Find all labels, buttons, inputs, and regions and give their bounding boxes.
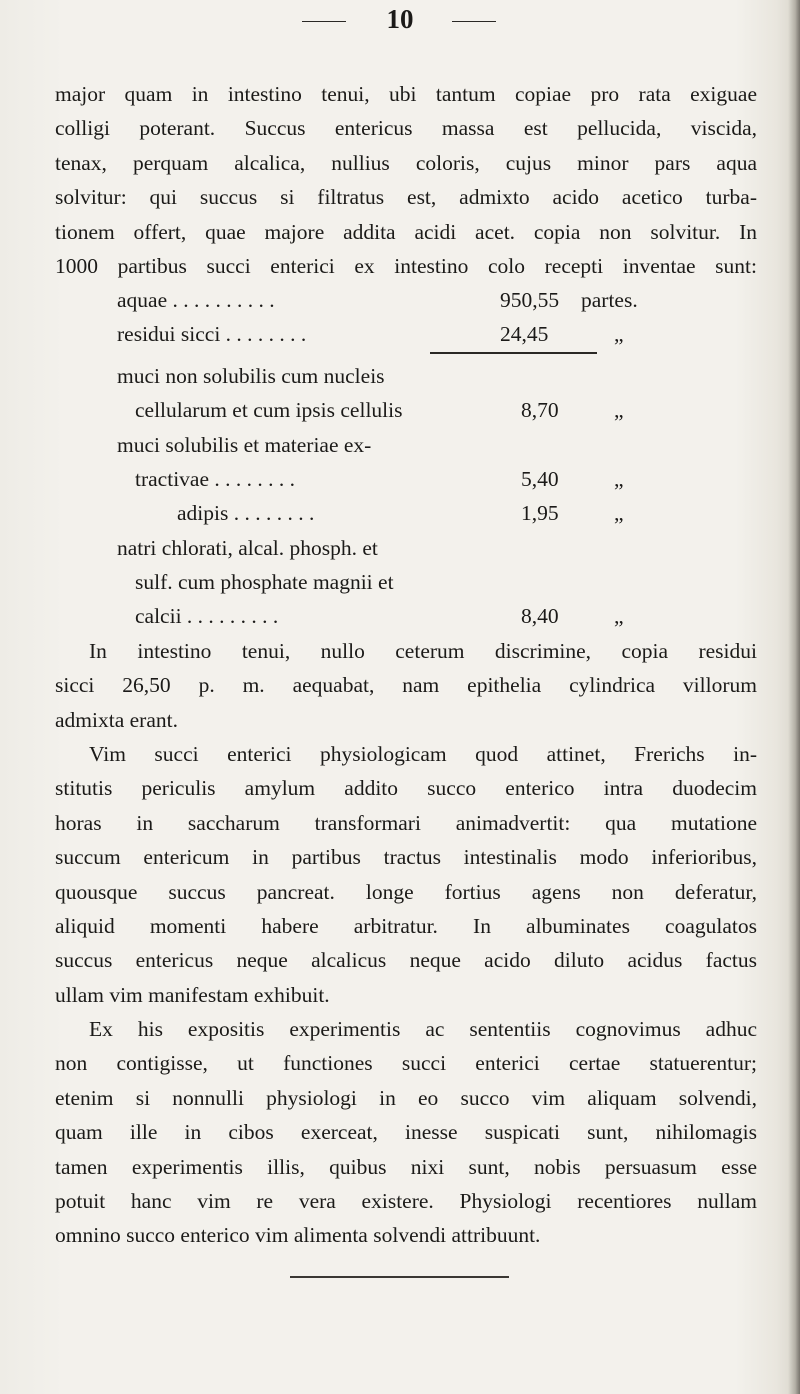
text-line: Ex his expositis experimentis ac sententiis cognovimus adhuc <box>89 1017 757 1041</box>
text-line: tamen experimentis illis, quibus nixi sunt, nobis persuasum esse <box>55 1154 757 1179</box>
sum-rule <box>430 352 597 354</box>
row-label: sulf. cum phosphate magnii et <box>135 570 394 594</box>
row-value: 950,55 <box>500 288 560 312</box>
row-label: natri chlorati, alcal. phosph. et <box>117 536 378 560</box>
text-line: solvitur: qui succus si filtratus est, admixto acido acetico turba- <box>55 185 757 210</box>
text-line: etenim si nonnulli physiologi in eo succo vim aliquam solvendi, <box>55 1085 757 1110</box>
text-line: major quam in intestino tenui, ubi tantum copiae pro rata exiguae <box>55 82 757 106</box>
page-number: 10 <box>386 4 414 34</box>
row-natri-chlorati-cont2 <box>0 599 800 634</box>
text-line: omnino succo enterico vim alimenta solvendi attribuunt. <box>55 1223 541 1248</box>
header-dash-left <box>302 21 346 22</box>
text-line: 1000 partibus succi enterici ex intestino colo recepti inventae sunt: <box>55 254 757 279</box>
text-line: tenax, perquam alcalica, nullius coloris, cujus minor pars aqua <box>55 150 757 175</box>
text-line: succum entericum in partibus tractus intestinalis modo inferioribus, <box>55 845 757 870</box>
paragraph-1 <box>55 77 757 283</box>
row-value: 1,95 <box>521 501 559 525</box>
row-unit: partes. <box>581 288 638 312</box>
header-dash-right <box>452 21 496 22</box>
row-label: adipis . . . . . . . . <box>177 501 315 525</box>
text-line: tionem offert, quae majore addita acidi acet. copia non solvitur. In <box>55 219 757 244</box>
row-value: 8,70 <box>521 398 559 422</box>
text-line: ullam vim manifestam exhibuit. <box>55 982 330 1007</box>
row-muci-solubilis <box>0 428 800 463</box>
text-line: succus entericus neque alcalicus neque acido diluto acidus factus <box>55 948 757 973</box>
row-label: aquae . . . . . . . . . . <box>117 288 275 312</box>
row-residui-sicci <box>0 317 800 352</box>
row-value: 8,40 <box>521 604 559 628</box>
paragraph-3 <box>55 737 757 1012</box>
text-line: horas in saccharum transformari animadvertit: qua mutatione <box>55 810 757 835</box>
row-label: residui sicci . . . . . . . . <box>117 322 307 346</box>
row-unit: „ <box>614 604 624 628</box>
row-unit: „ <box>614 501 624 525</box>
row-muci-solubilis-cont <box>0 462 800 497</box>
text-line: Vim succi enterici physiologicam quod attinet, Frerichs in- <box>89 742 757 766</box>
row-aquae <box>0 283 800 318</box>
page-edge-shadow <box>788 0 800 1394</box>
page-header <box>0 4 800 34</box>
row-label: cellularum et cum ipsis cellulis <box>135 398 403 422</box>
text-line: potuit hanc vim re vera existere. Physiologi recentiores nullam <box>55 1189 757 1214</box>
row-label: muci solubilis et materiae ex- <box>117 433 372 457</box>
paragraph-4 <box>55 1012 757 1253</box>
paragraph-2 <box>55 634 757 737</box>
closing-rule <box>290 1276 509 1278</box>
text-line: non contigisse, ut functiones succi enterici certae statuerentur; <box>55 1051 757 1076</box>
text-line: sicci 26,50 p. m. aequabat, nam epithelia cylindrica villorum <box>55 673 757 698</box>
row-label: calcii . . . . . . . . . <box>135 604 279 628</box>
row-unit: „ <box>614 398 624 422</box>
row-adipis <box>0 496 800 531</box>
row-unit: „ <box>614 322 624 346</box>
text-line: In intestino tenui, nullo ceterum discrimine, copia residui <box>89 639 757 663</box>
row-value: 24,45 <box>500 322 549 346</box>
row-natri-chlorati <box>0 531 800 566</box>
row-natri-chlorati-cont <box>0 565 800 600</box>
row-unit: „ <box>614 467 624 491</box>
text-line: quam ille in cibos exerceat, inesse suspicati sunt, nihilomagis <box>55 1120 757 1145</box>
text-line: quousque succus pancreat. longe fortius agens non deferatur, <box>55 879 757 904</box>
text-line: admixta erant. <box>55 707 178 732</box>
row-muci-non-solubilis-cont <box>0 393 800 428</box>
text-line: colligi poterant. Succus entericus massa est pellucida, viscida, <box>55 116 757 141</box>
text-line: aliquid momenti habere arbitratur. In albuminates coagulatos <box>55 914 757 939</box>
row-label: muci non solubilis cum nucleis <box>117 364 385 388</box>
row-muci-non-solubilis <box>0 359 800 394</box>
row-value: 5,40 <box>521 467 559 491</box>
text-line: stitutis periculis amylum addito succo enterico intra duodecim <box>55 776 757 801</box>
row-label: tractivae . . . . . . . . <box>135 467 296 491</box>
